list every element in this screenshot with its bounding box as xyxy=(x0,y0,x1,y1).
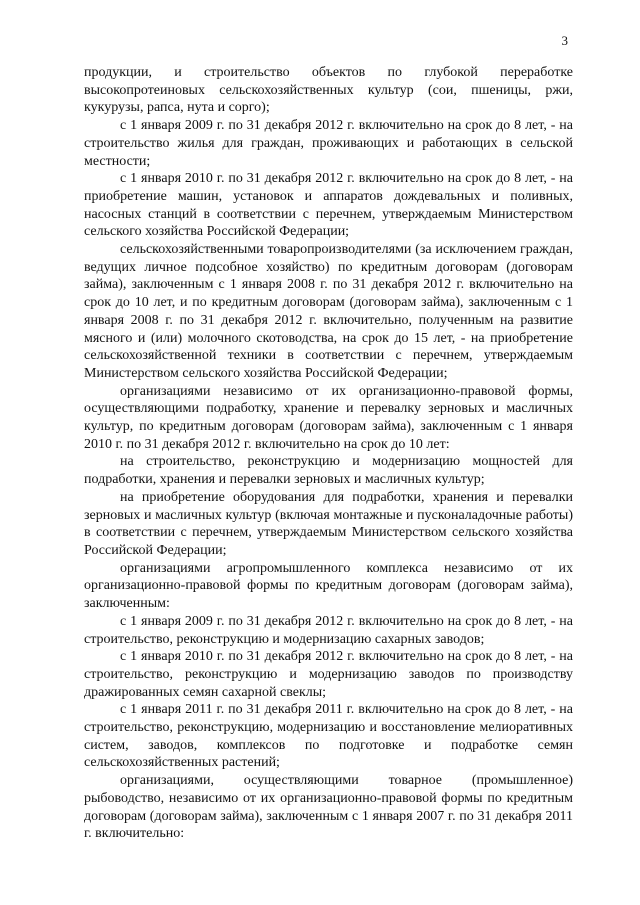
paragraph: сельскохозяйственными товаропроизводителями (за исключением граждан, ведущих личное подсобное хозяйство) по кредитным договорам (договорам займа), заключенным с 1 января 2008 г. по 31 декабря 2012 г. включительно на срок до 10 лет, и по кредитным договорам (договорам займа), заключенным с 1 января 2008 г. по 31 декабря 2012 г. включительно, полученным на развитие мясного и (или) молочного скотоводства, на срок до 15 лет, - на приобретение сельскохозяйственной техники в соответствии с перечнем, утверждаемым Министерством сельского хозяйства Российской Федерации; xyxy=(84,242,573,381)
paragraph: с 1 января 2009 г. по 31 декабря 2012 г. включительно на срок до 8 лет, - на строительство жилья для граждан, проживающих и работающих в сельской местности; xyxy=(84,118,573,169)
paragraph-continuation: продукции, и строительство объектов по глубокой переработке высокопротеиновых сельскохозяйственных культур (сои, пшеницы, ржи, кукурузы, рапса, нута и сорго); xyxy=(84,65,573,116)
paragraph: организациями независимо от их организационно-правовой формы, осуществляющими подработку, хранение и перевалку зерновых и масличных культур, по кредитным договорам (договорам займа), заключенным с 1 января 2010 г. по 31 декабря 2012 г. включительно на срок до 10 лет: xyxy=(84,383,573,452)
paragraph: с 1 января 2011 г. по 31 декабря 2011 г. включительно на срок до 8 лет, - на строительство, реконструкцию, модернизацию и восстановление мелиоративных систем, заводов, комплексов по подготовке и подработке семян сельскохозяйственных растений; xyxy=(84,702,573,771)
paragraph: с 1 января 2009 г. по 31 декабря 2012 г. включительно на срок до 8 лет, - на строительство, реконструкцию и модернизацию сахарных заводов; xyxy=(84,613,573,647)
paragraph: на строительство, реконструкцию и модернизацию мощностей для подработки, хранения и перевалки зерновых и масличных культур; xyxy=(84,454,573,488)
paragraph: организациями агропромышленного комплекса независимо от их организационно-правовой формы по кредитным договорам (договорам займа), заключенным: xyxy=(84,560,573,612)
paragraph: с 1 января 2010 г. по 31 декабря 2012 г. включительно на срок до 8 лет, - на приобретение машин, установок и аппаратов дождевальных и поливных, насосных станций в соответствии с перечнем, утверждаемым Министерством сельского хозяйства Российской Федерации; xyxy=(84,171,573,240)
document-body xyxy=(84,64,573,843)
paragraph: с 1 января 2010 г. по 31 декабря 2012 г. включительно на срок до 8 лет, - на строительство, реконструкцию и модернизацию заводов по производству дражированных семян сахарной свеклы; xyxy=(84,649,573,700)
page-number: 3 xyxy=(561,33,568,48)
paragraph: на приобретение оборудования для подработки, хранения и перевалки зерновых и масличных культур (включая монтажные и пусконаладочные работы) в соответствии с перечнем, утверждаемым Министерством сельского хозяйства Российской Федерации; xyxy=(84,489,573,558)
paragraph: организациями, осуществляющими товарное (промышленное) рыбоводство, независимо от их организационно-правовой формы по кредитным договорам (договорам займа), заключенным с 1 января 2007 г. по 31 декабря 2011 г. включительно: xyxy=(84,773,573,842)
